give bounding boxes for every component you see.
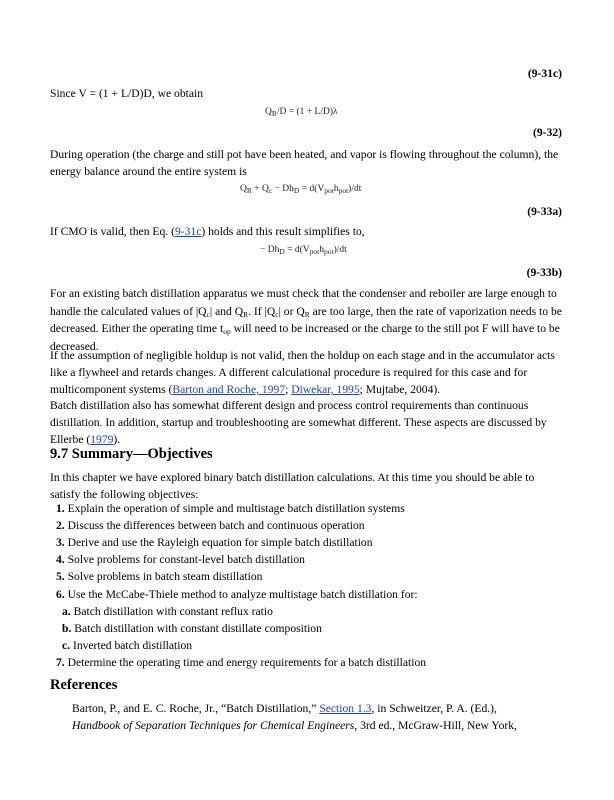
subscript-c: c bbox=[206, 309, 210, 319]
subscript-r-2: R bbox=[304, 309, 310, 319]
objective-number: 2. bbox=[56, 519, 65, 532]
since-v-text: Since V = (1 + L/D)D, we obtain bbox=[50, 87, 204, 100]
references-heading: References bbox=[50, 677, 118, 693]
holdup-paragraph bbox=[50, 347, 562, 398]
objective-text: Explain the operation of simple and multistage batch distillation systems bbox=[67, 502, 405, 515]
equation-9-31c-link[interactable]: 9-31c bbox=[174, 225, 202, 238]
holdup-text-2: ; Mujtabe, 2004). bbox=[359, 383, 441, 396]
holdup-text-1: If the assumption of negligible holdup is not valid, then the holdup on each stage and in the accumulator acts like a flywheel and retards changes. A different calculational procedure is required for this case and for multicomponent systems ( bbox=[50, 349, 555, 396]
existing-apparatus-paragraph bbox=[50, 285, 562, 355]
existing-text-1: For an existing batch distillation apparatus we must check that the condenser and reboiler are large enough to handle the calculated values of |Q bbox=[50, 287, 557, 318]
objective-2 bbox=[56, 517, 365, 534]
objective-3 bbox=[56, 534, 373, 551]
existing-text-2: | and Q bbox=[209, 304, 244, 318]
reference-text-3: , 3rd ed., McGraw-Hill, New York, bbox=[354, 719, 517, 732]
equation-9-33a: $Q_R + Q_c - Dh_D = d(V_{pot}h_{pot})/dt$ bbox=[240, 184, 362, 195]
cmo-text-suffix: ) holds and this result simplifies to, bbox=[201, 225, 365, 238]
objective-6 bbox=[56, 586, 418, 603]
objective-6c bbox=[62, 637, 192, 654]
during-operation-paragraph: During operation (the charge and still pot have been heated, and vapor is flowing throughout the column), the energy balance around the entire system is bbox=[50, 148, 559, 178]
subscript-op: op bbox=[223, 327, 231, 336]
diwekar-1995-link[interactable]: Diwekar, 1995 bbox=[291, 383, 360, 396]
reference-text-2: , in Schweitzer, P. A. (Ed.), bbox=[371, 702, 497, 715]
holdup-separator: ; bbox=[285, 383, 292, 396]
objective-text: Discuss the differences between batch and continuous operation bbox=[67, 519, 365, 532]
equation-number-9-33a: (9-33a) bbox=[527, 205, 562, 218]
objective-number: 3. bbox=[56, 536, 65, 549]
objective-5 bbox=[56, 568, 262, 585]
equation-number-9-33b: (9-33b) bbox=[526, 266, 562, 279]
batch-design-paragraph bbox=[50, 397, 562, 448]
objective-text: Derive and use the Rayleigh equation for simple batch distillation bbox=[67, 536, 373, 549]
batch-text-1: Batch distillation also has somewhat different design and process control requirements than continuous distillation. In addition, startup and troubleshooting are somewhat different. These aspects are discussed by Ellerbe ( bbox=[50, 399, 547, 446]
objective-number: 6. bbox=[56, 588, 65, 601]
summary-intro: In this chapter we have explored binary batch distillation calculations. At this time you should be able to satisfy the following objectives: bbox=[50, 471, 535, 501]
summary-heading: 9.7 Summary—Objectives bbox=[50, 446, 213, 462]
ellerbe-1979-link[interactable]: 1979 bbox=[90, 433, 114, 446]
cmo-paragraph bbox=[50, 223, 562, 240]
reference-text-1: Barton, P., and E. C. Roche, Jr., “Batch Distillation,” bbox=[72, 702, 320, 715]
reference-barton-roche bbox=[72, 700, 562, 734]
subscript-c-2: c bbox=[275, 309, 279, 319]
objective-7 bbox=[56, 654, 426, 671]
existing-text-6: will need to be increased or the charge to the still pot F will have to be decreased. bbox=[50, 322, 560, 353]
objective-number: b. bbox=[62, 622, 72, 635]
barton-roche-1997-link[interactable]: Barton and Roche, 1997 bbox=[172, 383, 286, 396]
objective-text: Determine the operating time and energy requirements for a batch distillation bbox=[67, 656, 427, 669]
existing-text-5: are too large, then the rate of vaporization needs to be decreased. Either the operating time t bbox=[50, 304, 562, 335]
reference-book-title: Handbook of Separation Techniques for Chemical Engineers bbox=[72, 719, 355, 732]
objective-number: 1. bbox=[56, 502, 65, 515]
existing-text-3: . If |Q bbox=[248, 304, 276, 318]
objective-text: Use the McCabe-Thiele method to analyze multistage batch distillation for: bbox=[67, 588, 418, 601]
existing-text-4: | or Q bbox=[278, 304, 305, 318]
objective-text: Batch distillation with constant reflux ratio bbox=[73, 605, 273, 618]
subscript-r: R bbox=[243, 309, 249, 319]
objective-number: a. bbox=[62, 605, 71, 618]
objective-number: 4. bbox=[56, 553, 65, 566]
equation-9-32: $Q_R/D = (1 + L/D)\lambda$ bbox=[265, 107, 338, 118]
objective-text: Solve problems for constant-level batch distillation bbox=[67, 553, 305, 566]
objective-text: Batch distillation with constant distillate composition bbox=[74, 622, 322, 635]
objective-1 bbox=[56, 500, 405, 517]
objective-6b bbox=[62, 620, 322, 637]
objective-number: 7. bbox=[56, 656, 65, 669]
section-1-3-link[interactable]: Section 1.3 bbox=[319, 702, 372, 715]
objective-4 bbox=[56, 551, 305, 568]
objective-text: Solve problems in batch steam distillation bbox=[67, 570, 263, 583]
equation-9-33b: − $Dh_D = d(V_{pot}h_{pot})/dt$ bbox=[260, 245, 347, 256]
objective-6a bbox=[62, 603, 273, 620]
batch-text-2: ). bbox=[113, 433, 121, 446]
objective-text: Inverted batch distillation bbox=[72, 639, 193, 652]
equation-number-9-32: (9-32) bbox=[533, 126, 562, 139]
equation-number-9-31c: (9-31c) bbox=[527, 67, 562, 80]
objective-number: 5. bbox=[56, 570, 65, 583]
cmo-text-prefix: If CMO is valid, then Eq. ( bbox=[50, 225, 175, 238]
objective-number: c. bbox=[62, 639, 71, 652]
